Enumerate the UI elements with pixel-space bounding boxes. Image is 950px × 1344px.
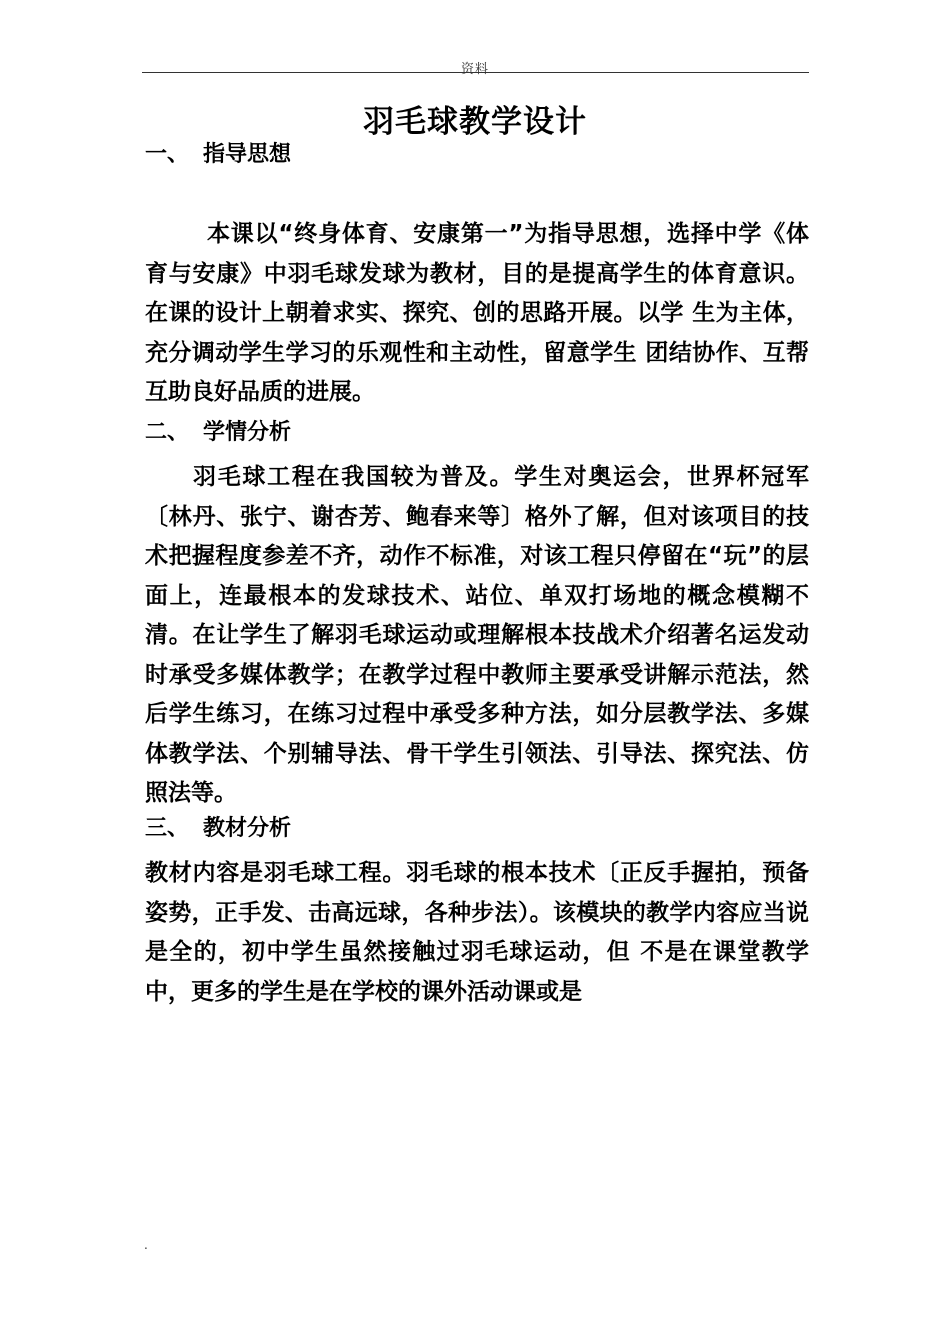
section-heading-text: 指导思想 <box>203 142 292 167</box>
section-number: 一、 <box>145 142 190 167</box>
document-title: 羽毛球教学设计 <box>363 104 587 140</box>
section-paragraph-guiding-ideology: 本课以“终身体育、安康第一”为指导思想，选择中学《体育与安康》中羽毛球发球为教材，目的是提高学生的体育意识。在课的设计上朝着求实、探究、创的思路开展。以学 生为主体，充分调动学生学习的乐观性和主动性，留意学生 团结协作、互帮互助良好品质的进展。 <box>145 221 809 405</box>
page-header-label: 资料 <box>460 62 489 77</box>
section-heading-guiding-ideology <box>145 140 305 170</box>
section-heading-learner-analysis <box>145 418 291 448</box>
section-heading-text: 教材分析 <box>203 816 292 841</box>
section-paragraph-material-analysis: 教材内容是羽毛球工程。羽毛球的根本技术〔正反手握拍，预备姿势，正手发、击高远球，各种步法）。该模块的教学内容应当说是全的，初中学生虽然接触过羽毛球运动，但 不是在课堂教学中，更多的学生是在学校的课外活动课或是 <box>145 860 809 1005</box>
footer-mark: . <box>144 1238 148 1252</box>
header-divider <box>142 72 809 73</box>
section-paragraph-learner-analysis: 羽毛球工程在我国较为普及。学生对奥运会，世界杯冠军〔林丹、张宁、谢杏芳、鲍春来等〕格外了解，但对该项目的技术把握程度参差不齐，动作不标准，对该工程只停留在“玩”的层面上，连最根本的发球技术、站位、单双打场地的概念模糊不清。在让学生了解羽毛球运动或理解根本技战术介绍著名运发动时承受多媒体教学；在教学过程中教师主要承受讲解示范法，然后学生练习，在练习过程中承受多种方法，如分层教学法、多媒体教学法、个别辅导法、骨干学生引领法、引导法、探究法、仿照法等。 <box>145 464 809 806</box>
section-heading-material-analysis <box>145 814 291 844</box>
section-number: 三、 <box>145 816 190 841</box>
section-heading-text: 学情分析 <box>203 420 292 445</box>
section-number: 二、 <box>145 420 190 445</box>
